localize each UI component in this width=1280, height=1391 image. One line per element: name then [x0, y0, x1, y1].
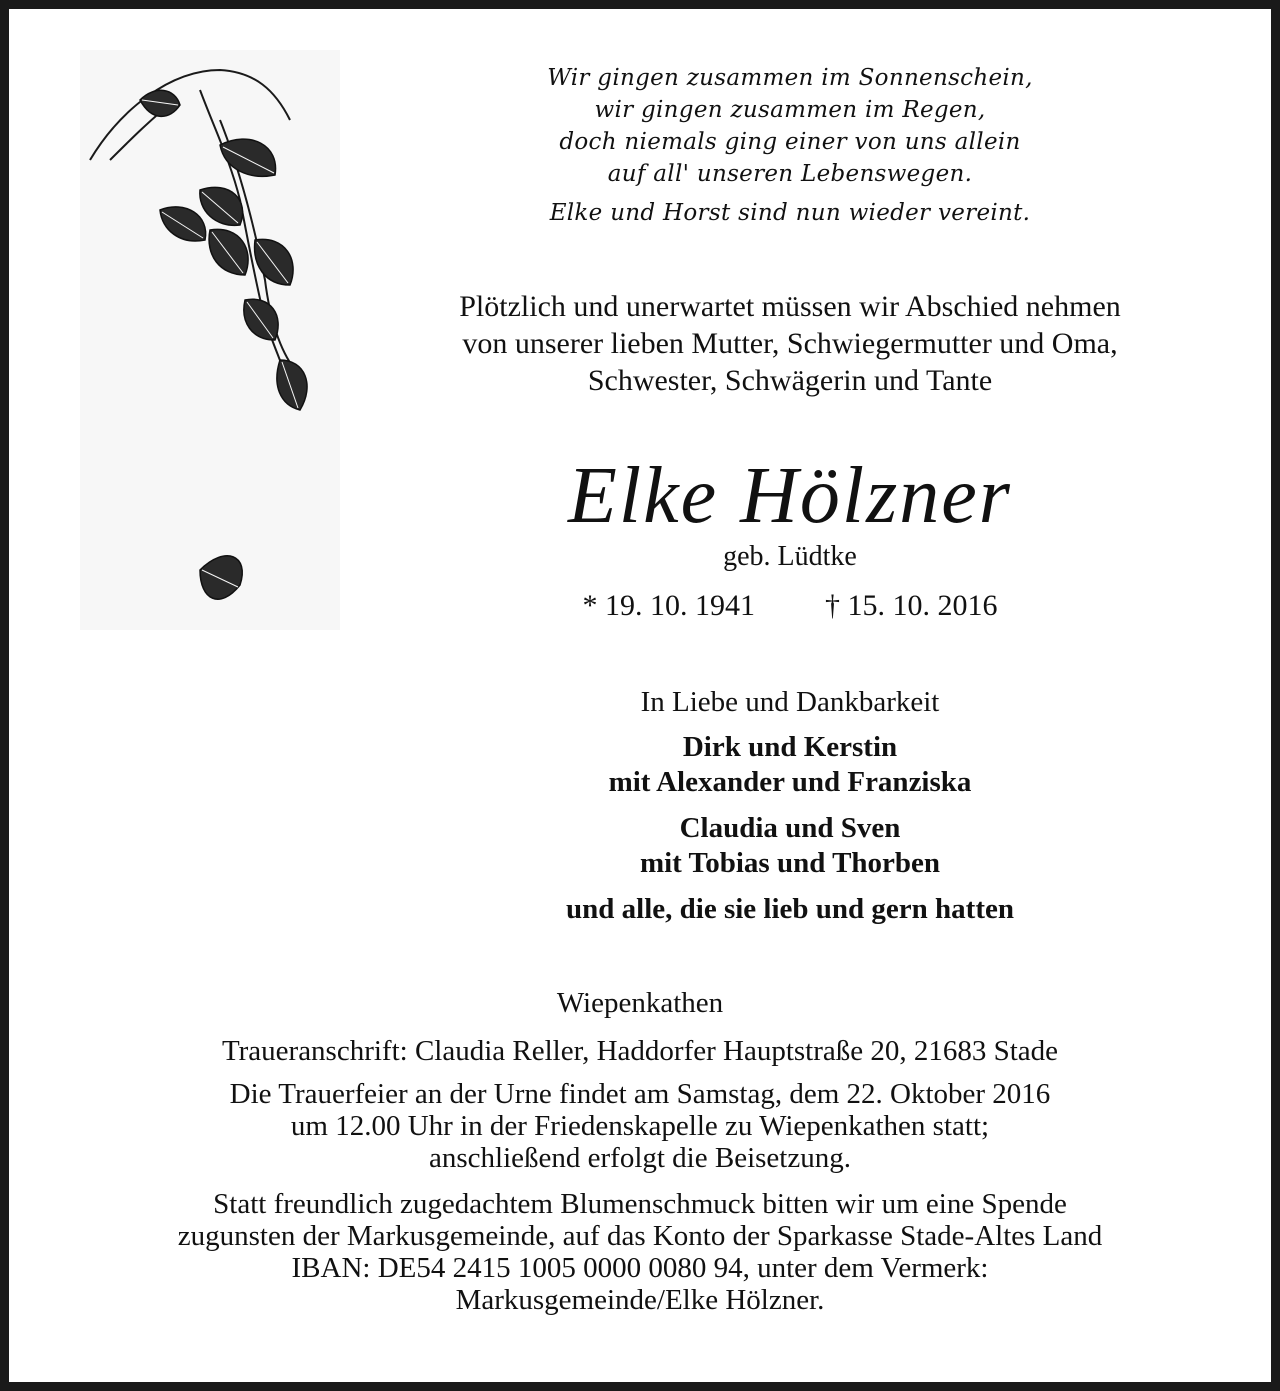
poem — [360, 62, 1220, 229]
donation-info — [20, 1188, 1260, 1316]
donation-line: IBAN: DE54 2415 1005 0000 0080 94, unter dem Vermerk: — [291, 1252, 989, 1284]
family-line: Dirk und Kerstin — [682, 731, 898, 763]
birth-date: * 19. 10. 1941 — [582, 589, 755, 622]
death-date: † 15. 10. 2016 — [825, 589, 998, 622]
ceremony-line: Die Trauerfeier an der Urne findet am Samstag, dem 22. Oktober 2016 — [229, 1078, 1051, 1110]
poem-line: Wir gingen zusammen im Sonnenschein, — [547, 65, 1033, 91]
announcement-line: Plötzlich und unerwartet müssen wir Abschied nehmen — [459, 290, 1121, 323]
closing-phrase: In Liebe und Dankbarkeit — [640, 686, 940, 718]
poem-line: wir gingen zusammen im Regen, — [594, 97, 986, 123]
place-name: Wiepenkathen — [556, 987, 724, 1019]
poem-line: doch niemals ging einer von uns allein — [559, 129, 1021, 155]
maiden-name: geb. Lüdtke — [723, 541, 857, 572]
family-line: mit Alexander und Franziska — [608, 766, 972, 798]
donation-line: Statt freundlich zugedachtem Blumenschmuck bitten wir um eine Spende — [213, 1188, 1067, 1220]
poem-line: auf all' unseren Lebenswegen. — [607, 161, 973, 187]
ceremony-line: um 12.00 Uhr in der Friedenskapelle zu Wiepenkathen statt; — [290, 1110, 990, 1142]
mourning-address: Traueranschrift: Claudia Reller, Haddorfer Hauptstraße 20, 21683 Stade — [221, 1035, 1059, 1067]
birch-leaves-icon — [80, 50, 340, 630]
family-group — [360, 730, 1220, 800]
deceased-name: Elke Hölzner — [568, 452, 1012, 540]
ceremony-line: anschließend erfolgt die Beisetzung. — [429, 1142, 851, 1174]
ceremony-info — [20, 1078, 1260, 1174]
family-last-line: und alle, die sie lieb und gern hatten — [566, 893, 1014, 925]
donation-line: zugunsten der Markusgemeinde, auf das Konto der Sparkasse Stade-Altes Land — [177, 1220, 1103, 1252]
family-line: Claudia und Sven — [679, 812, 901, 844]
life-dates — [360, 588, 1220, 624]
announcement-line: von unserer lieben Mutter, Schwiegermutter und Oma, — [462, 327, 1118, 360]
family-signatures — [360, 730, 1220, 927]
announcement — [360, 288, 1220, 399]
poem-last-line: Elke und Horst sind nun wieder vereint. — [549, 200, 1031, 226]
donation-line: Markusgemeinde/Elke Hölzner. — [455, 1284, 825, 1316]
family-line: mit Tobias und Thorben — [639, 847, 941, 879]
family-group — [360, 811, 1220, 881]
announcement-line: Schwester, Schwägerin und Tante — [587, 364, 993, 397]
